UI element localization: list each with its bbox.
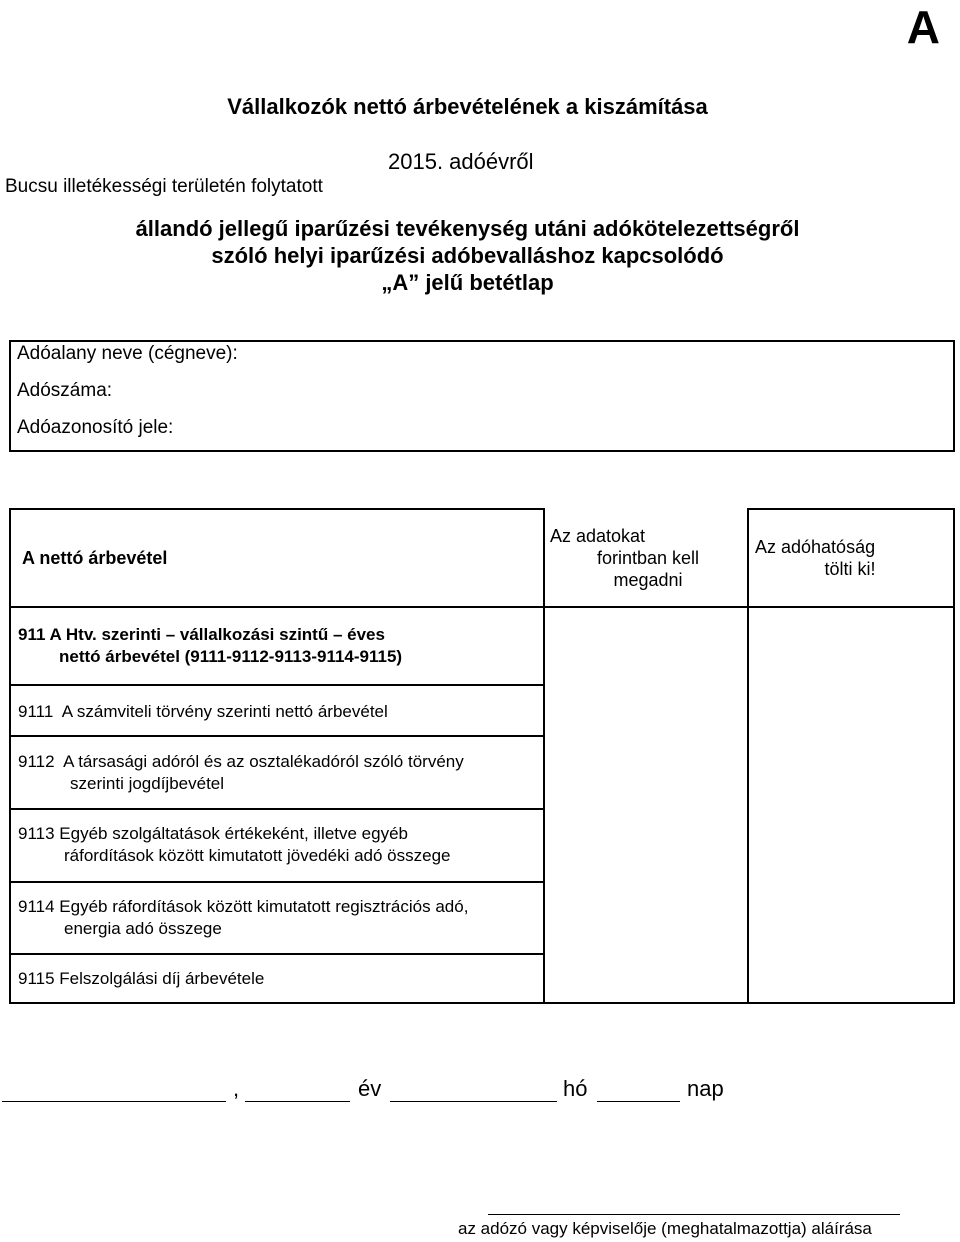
jurisdiction-text: Bucsu illetékességi területén folytatott — [5, 176, 323, 197]
row-911-line-1: 911 A Htv. szerinti – vállalkozási szintű – éves — [18, 625, 385, 644]
row-9111: 9111 A számviteli törvény szerinti nettó árbevétel — [18, 702, 388, 721]
tax-number-label: Adószáma: — [17, 380, 113, 401]
row-9112-line-1: 9112 A társasági adóról és az osztalékadóról szóló törvény — [18, 752, 464, 771]
day-label: nap — [687, 1076, 724, 1101]
row-9112 — [18, 751, 464, 795]
year-label: év — [358, 1076, 382, 1101]
row-9112-line-2: szerinti jogdíjbevétel — [70, 774, 225, 793]
row-9113-line-2: ráfordítások között kimutatott jövedéki adó összege — [64, 846, 451, 865]
signature-label: az adózó vagy képviselője (meghatalmazottja) aláírása — [458, 1219, 872, 1238]
header-authority-line-2: tölti ki! — [824, 559, 876, 579]
header-authority — [750, 536, 950, 580]
month-label: hó — [563, 1076, 588, 1101]
page-title: Vállalkozók nettó árbevételének a kiszámítása — [227, 94, 708, 119]
row-9115: 9115 Felszolgálási díj árbevétele — [18, 969, 265, 988]
row-9114 — [18, 896, 468, 940]
header-authority-line-1: Az adóhatóság — [755, 537, 876, 557]
page-letter: A — [906, 1, 940, 53]
tax-year: 2015. adóévről — [388, 149, 534, 174]
row-911 — [18, 624, 402, 668]
subtitle-line-3: „A” jelű betétlap — [381, 270, 554, 295]
year-blank[interactable] — [245, 1101, 350, 1102]
row-9113 — [18, 823, 450, 867]
header-amount-line-2: forintban kell — [596, 548, 700, 568]
signature-line[interactable] — [488, 1214, 900, 1215]
place-blank[interactable] — [2, 1101, 226, 1102]
row-9113-line-1: 9113 Egyéb szolgáltatások értékeként, illetve egyéb — [18, 824, 408, 843]
header-amount-line-3: megadni — [613, 570, 683, 590]
header-amount — [548, 525, 748, 591]
taxpayer-name-label: Adóalany neve (cégneve): — [17, 343, 238, 364]
row-9114-line-2: energia adó összege — [64, 919, 222, 938]
header-net-revenue: A nettó árbevétel — [22, 548, 168, 568]
row-911-line-2: nettó árbevétel (9111-9112-9113-9114-9115) — [59, 647, 403, 666]
row-9114-line-1: 9114 Egyéb ráfordítások között kimutatott regisztrációs adó, — [18, 897, 469, 916]
date-comma: , — [233, 1076, 240, 1101]
header-amount-line-1: Az adatokat — [550, 526, 646, 546]
subtitle-line-1: állandó jellegű iparűzési tevékenység utáni adókötelezettségről — [135, 216, 800, 241]
subtitle-line-2: szóló helyi iparűzési adóbevalláshoz kapcsolódó — [211, 243, 724, 268]
month-blank[interactable] — [390, 1101, 557, 1102]
day-blank[interactable] — [597, 1101, 680, 1102]
tax-id-label: Adóazonosító jele: — [17, 417, 174, 438]
